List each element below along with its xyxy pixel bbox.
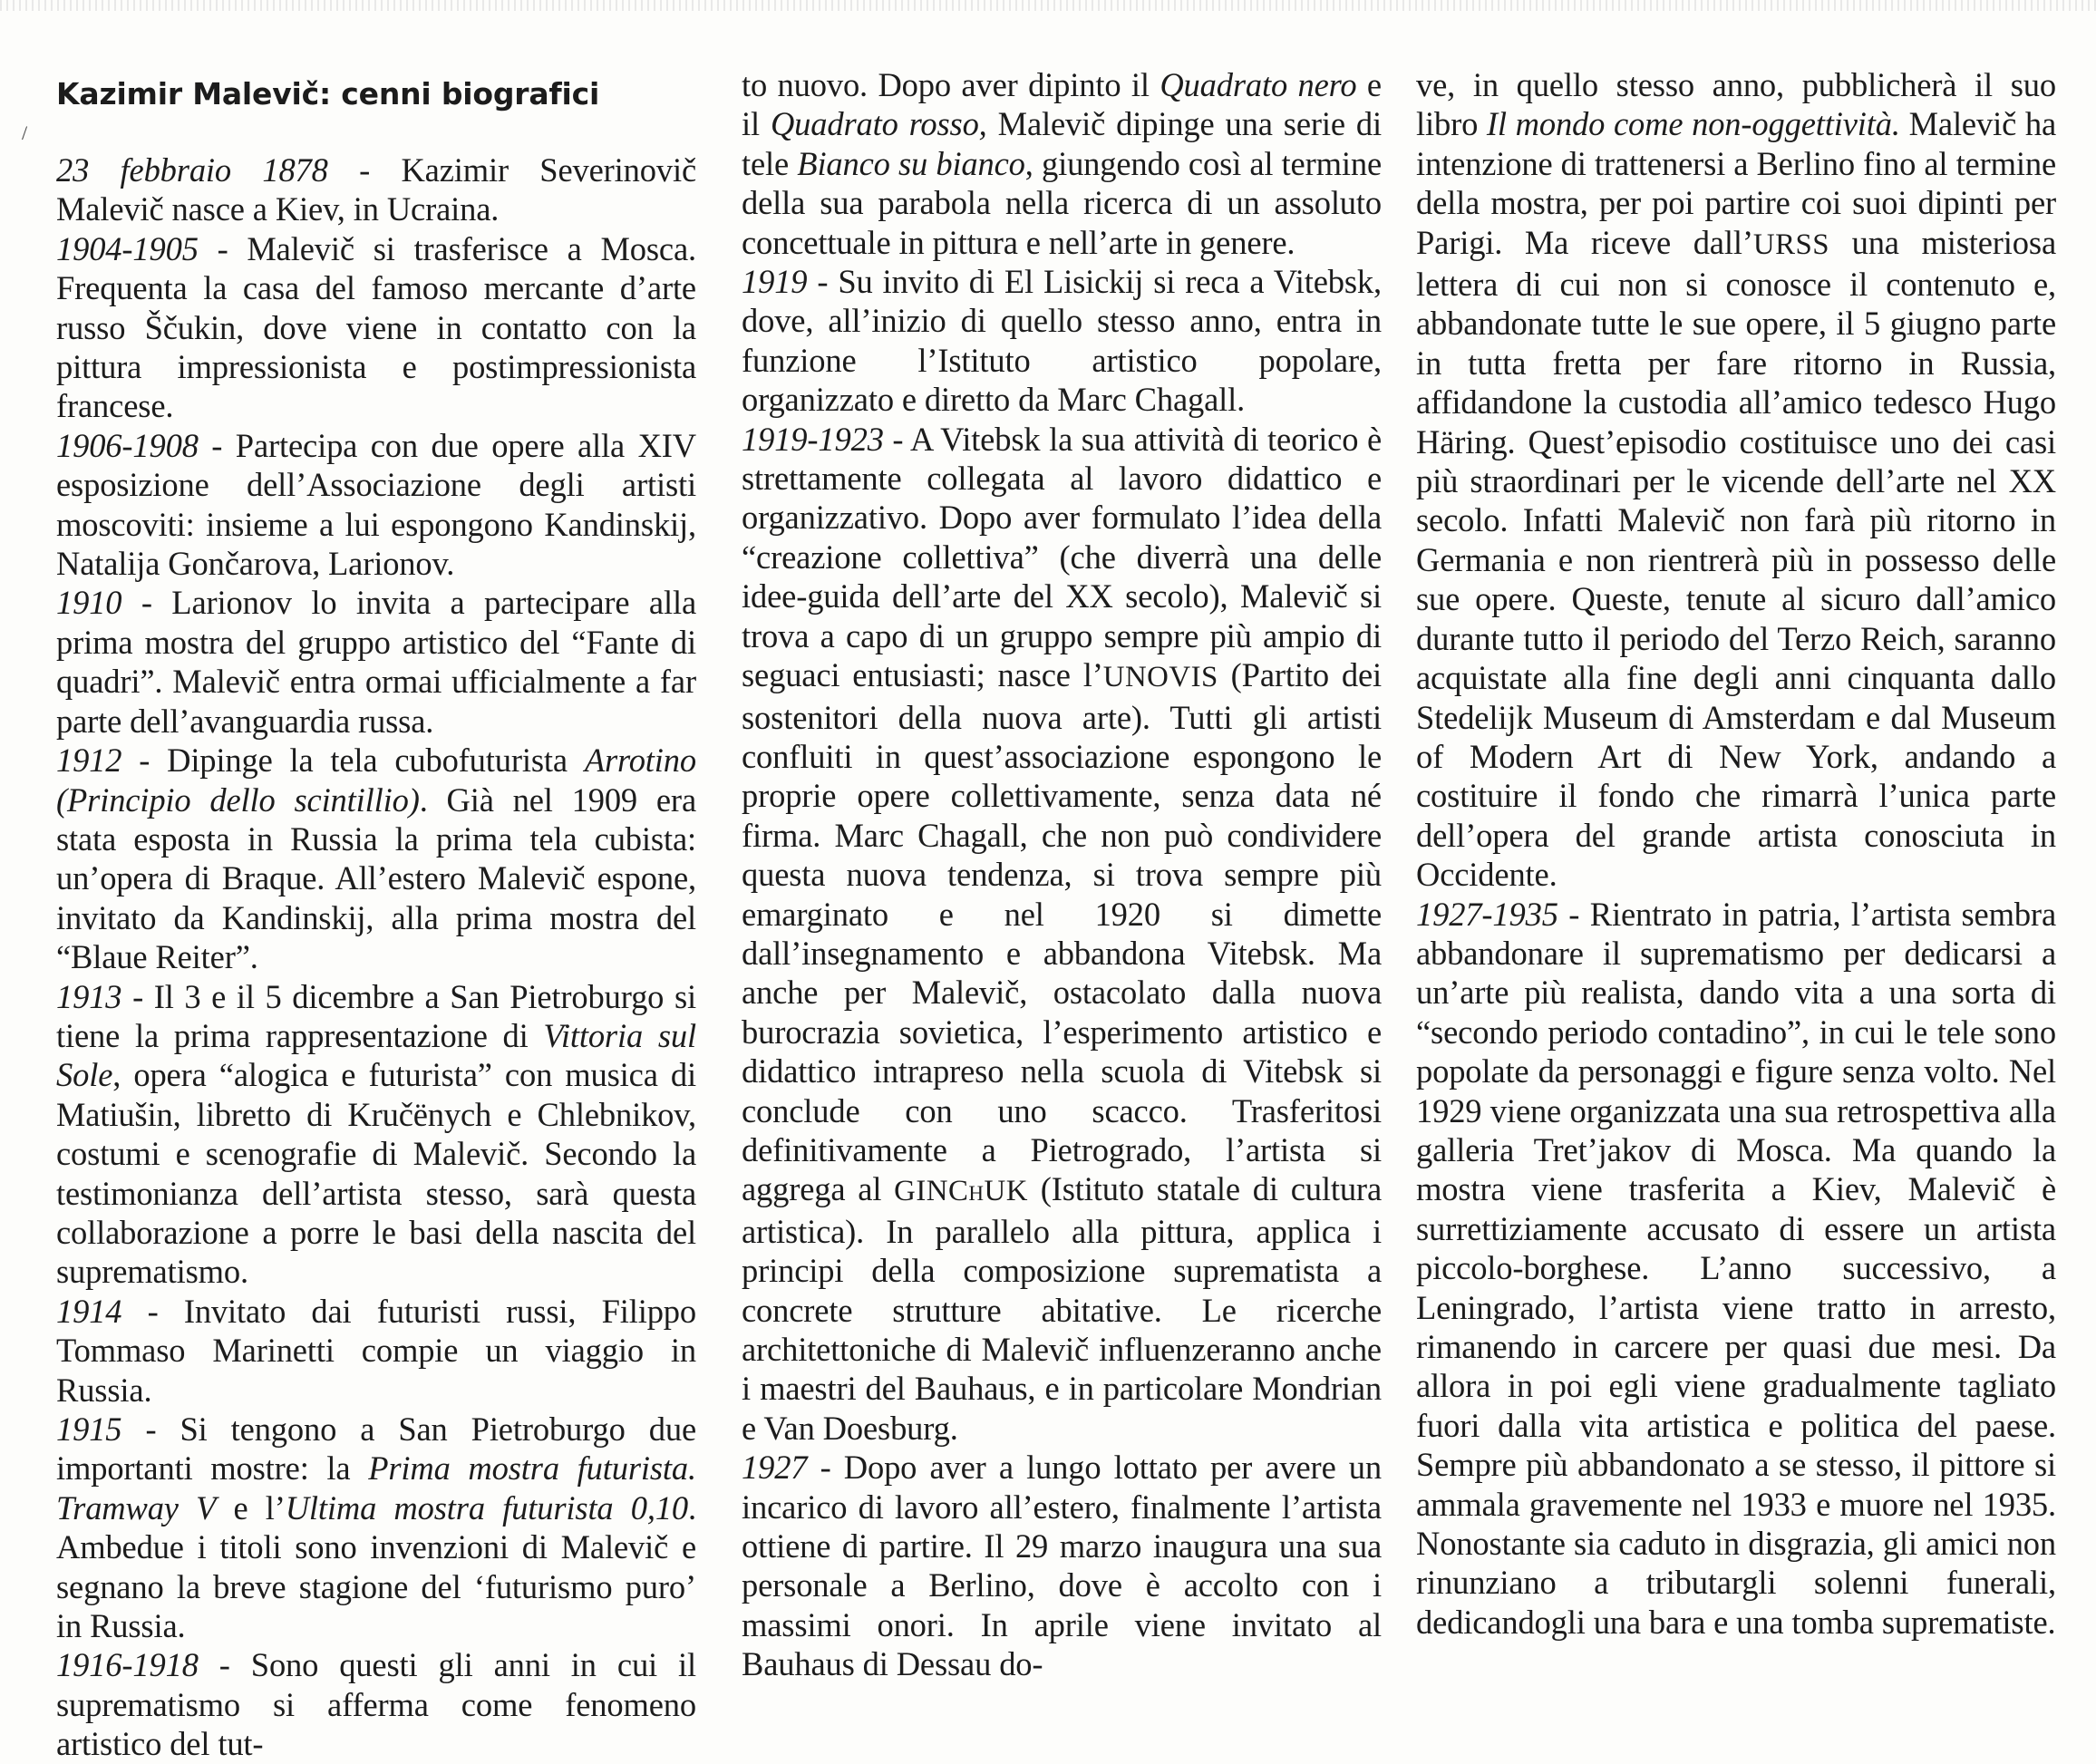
stray-mark: / <box>22 121 28 144</box>
italic-title: Prima mostra futurista. Tramway V <box>56 1449 696 1527</box>
entry-1927 <box>742 1448 1382 1683</box>
italic-title: Il mondo come non-oggettività. <box>1486 105 1900 143</box>
entry-date: 1916-1918 <box>56 1646 199 1684</box>
acronym: UNOVIS <box>1102 661 1218 694</box>
entry-text: - Dipinge la tela cubofuturista <box>121 741 585 780</box>
entry-text: - Il 3 e il 5 dicembre a San Pietroburgo si tiene la prima rappresentazione di <box>56 977 696 1054</box>
entry-text: - Larionov lo invita a partecipare alla prima mostra del gruppo artistico del “Fante di quadri”. Malevič entra ormai ufficialmente a far parte dell’avanguardia russa. <box>56 584 696 740</box>
entry-text: . Già nel 1909 era stata esposta in Russia la prima tela cubista: un’opera di Braque. All’estero Malevič espone, invitato da Kandinskij, alla prima mostra del “Blaue Reiter”. <box>56 780 696 976</box>
italic-title: Ultima mostra futurista 0,10 <box>285 1488 689 1527</box>
italic-title: Vittoria sul Sole <box>56 1016 696 1094</box>
entry-date: 1915 <box>56 1410 122 1448</box>
entry-text: una misteriosa lettera di cui non si conosce il contenuto e, abbandonate tutte le sue opere, il 5 giugno parte in tutta fretta per fare ritorno in Russia, affidandone la custodia all’amico tedesco Hugo Häring. Quest’episodio costituisce uno dei casi più straordinari per le vicende dell’arte nel XX secolo. Infatti Malevič non farà più ritorno in Germania e non rientrerà più in possesso delle sue opere. Queste, tenute al sicuro dall’amico durante tutto il periodo del Terzo Reich, saranno acquistate alla fine degli anni cinquanta dallo Stedelijk Museum di Amsterdam e dal Museum of Modern Art di New York, andando a costituire il fondo che rimarrà l’unica parte dell’opera del grande artista conosciuta in Occidente. <box>1416 223 2056 894</box>
entry-1914 <box>56 1292 696 1410</box>
entry-1919-1923 <box>742 420 1382 1449</box>
entry-text: Malevič ha intenzione di trattenersi a Berlino fino al termine della mostra, per poi partire coi suoi dipinti per Parigi. Ma riceve dall’ <box>1416 105 2056 261</box>
entry-text: ve, in quello stesso anno, pubblicherà il suo libro <box>1416 66 2056 143</box>
italic-title: Quadrato rosso, <box>770 105 987 143</box>
italic-title: Bianco su bianco <box>797 144 1025 182</box>
entry-date: 1914 <box>56 1292 122 1330</box>
entry-1878 <box>56 150 696 229</box>
entry-date: 1910 <box>56 584 122 622</box>
entry-text: (Partito dei sostenitori della nuova arte). Tutti gli artisti confluiti in quest’associazione espongono le proprie opere collettivamente, senza data né firma. Marc Chagall, che non può condividere questa nuova tendenza, si trova sempre più emarginato e nel 1920 si dimette dall’insegnamento e abbandona Vitebsk. Ma anche per Malevič, ostacolato dalla nuova burocrazia sovietica, l’esperimento artistico e didattico intrapreso nella scuola di Vitebsk si conclude con uno scacco. Trasferitosi definitivamente a Pietrogrado, l’artista si aggrega al <box>742 656 1382 1208</box>
column-1 <box>56 65 696 1764</box>
entry-date: 23 febbraio 1878 <box>56 151 328 189</box>
entry-1916-1918 <box>56 1645 696 1763</box>
entry-1910 <box>56 583 696 741</box>
entry-date: 1904-1905 <box>56 229 199 267</box>
entry-text: - Partecipa con due opere alla XIV esposizione dell’Associazione degli artisti moscoviti: insieme a lui espongono Kandinskij, Natalija Gončarova, Larionov. <box>56 426 696 583</box>
page-title: Kazimir Malevič: cenni biografici <box>56 76 600 111</box>
entry-text: - Si tengono a San Pietroburgo due importanti mostre: la <box>56 1410 696 1488</box>
entry-text: tut- <box>218 1725 264 1763</box>
entry-date: 1912 <box>56 741 122 780</box>
entry-1927-1935 <box>1416 895 2056 1643</box>
entry-text: - Rientrato in patria, l’artista sembra abbandonare il suprematismo per dedicarsi a un’arte più realista, dando vita a una sorta di “secondo periodo contadino”, in cui le tele sono popolate da personaggi e figure senza volto. Nel 1929 viene organizzata una sua retrospettiva alla galleria Tret’jakov di Mosca. Ma quando la mostra viene trasferita a Kiev, Malevič è surrettiziamente accusato di essere un artista piccolo-borghese. L’anno successivo, a Leningrado, l’artista viene tratto in arresto, rimanendo in carcere per quasi due mesi. Da allora in poi egli viene gradualmente tagliato fuori dalla vita artistica e politica del paese. Sempre più abbandonato a se stesso, il pittore si ammala gravemente nel 1933 e muore nel 1935. Nonostante sia caduto in disgrazia, gli amici non rinunziano a tributargli solenni funerali, dedicandogli una bara e una tomba suprematiste. <box>1416 895 2056 1641</box>
entry-date: 1919 <box>742 263 808 301</box>
page-top-rule <box>0 0 2096 11</box>
entry-text: Malevič dipinge una serie di tele <box>742 105 1382 182</box>
column-3-text <box>1416 65 2056 1642</box>
entry-text: . Ambedue i titoli sono invenzioni di Malevič e segnano la breve stagione del ‘futurismo puro’ in Russia. <box>56 1488 697 1645</box>
entry-text: e il <box>742 66 1382 143</box>
entry-1919 <box>742 262 1382 420</box>
italic-title: Arrotino (Principio dello scintillio) <box>56 741 696 819</box>
entry-text: to nuovo. Dopo aver dipinto il <box>742 66 1160 103</box>
entry-text: do- <box>999 1645 1043 1683</box>
acronym: URSS <box>1752 228 1829 261</box>
entry-1904-1905 <box>56 229 696 426</box>
entry-date: 1927-1935 <box>1416 895 1558 933</box>
entry-1912 <box>56 741 696 976</box>
italic-title: Quadrato nero <box>1160 66 1357 103</box>
entry-text: - A Vitebsk la sua attività di teorico è strettamente collegata al lavoro didattico e organizzativo. Dopo aver formulato l’idea della “creazione collettiva” (che diverrà una delle idee-guida dell’arte del XX secolo), Malevič si trova a capo di un gruppo sempre più ampio di seguaci entusiasti; nasce l’ <box>742 420 1382 694</box>
entry-date: 1913 <box>56 977 122 1015</box>
entry-text: - Sono questi gli anni in cui il suprematismo si afferma come fenomeno artistico del <box>56 1646 696 1763</box>
entry-1906-1908 <box>56 426 696 584</box>
entry-text: , giungendo così al termine della sua parabola nella ricerca di un assoluto concettuale in pittura e nell’arte in genere. <box>742 144 1382 261</box>
column-1-text <box>56 150 696 1764</box>
entry-date: 1919-1923 <box>742 420 884 458</box>
entry-text: - Dopo aver a lungo lottato per avere un incarico di lavoro all’estero, finalmente l’artista ottiene di partire. Il 29 marzo inaugura una sua personale a Berlino, dove è accolto con i massimi onori. In aprile viene invitato al Bauhaus di Dessau <box>742 1449 1382 1683</box>
entry-1915 <box>56 1410 696 1645</box>
entry-text: - Invitato dai futuristi russi, Filippo Tommaso Marinetti compie un viaggio in Russia. <box>56 1292 696 1409</box>
entry-1913 <box>56 977 696 1292</box>
entry-1927-continued <box>1416 65 2056 895</box>
column-3 <box>1416 65 2056 1642</box>
column-2-text <box>742 65 1382 1684</box>
entry-text: - Kazimir Severinovič Malevič nasce a Kiev, in Ucraina. <box>56 151 696 228</box>
column-2 <box>742 65 1382 1684</box>
entry-1916-1918-continued <box>742 65 1382 262</box>
entry-text: , opera “alogica e futurista” con musica di Matiušin, libretto di Kručënych e Chlebnikov, costumi e scenografie di Malevič. Secondo la testimonianza dell’artista stesso, sarà questa collaborazione a porre le basi della nascita del suprematismo. <box>56 1056 696 1291</box>
entry-text: e l’ <box>216 1488 286 1527</box>
entry-date: 1927 <box>742 1449 808 1487</box>
entry-text: - Malevič si trasferisce a Mosca. Frequenta la casa del famoso mercante d’arte russo Ščukin, dove viene in contatto con la pittura impressionista e postimpressionista francese. <box>56 229 696 425</box>
entry-text: - Su invito di El Lisickij si reca a Vitebsk, dove, all’inizio di quello stesso anno, entra in funzione l’Istituto artistico popolare, organizzato e diretto da Marc Chagall. <box>742 263 1382 419</box>
entry-text: (Istituto statale di cultura artistica). In parallelo alla pittura, applica i principi della composizione suprematista a concrete strutture abitative. Le ricerche architettoniche di Malevič influenzeranno anche i maestri del Bauhaus, e in particolare Mondrian e Van Doesburg. <box>742 1170 1382 1447</box>
entry-date: 1906-1908 <box>56 426 199 464</box>
acronym: GINChUK <box>894 1175 1028 1208</box>
